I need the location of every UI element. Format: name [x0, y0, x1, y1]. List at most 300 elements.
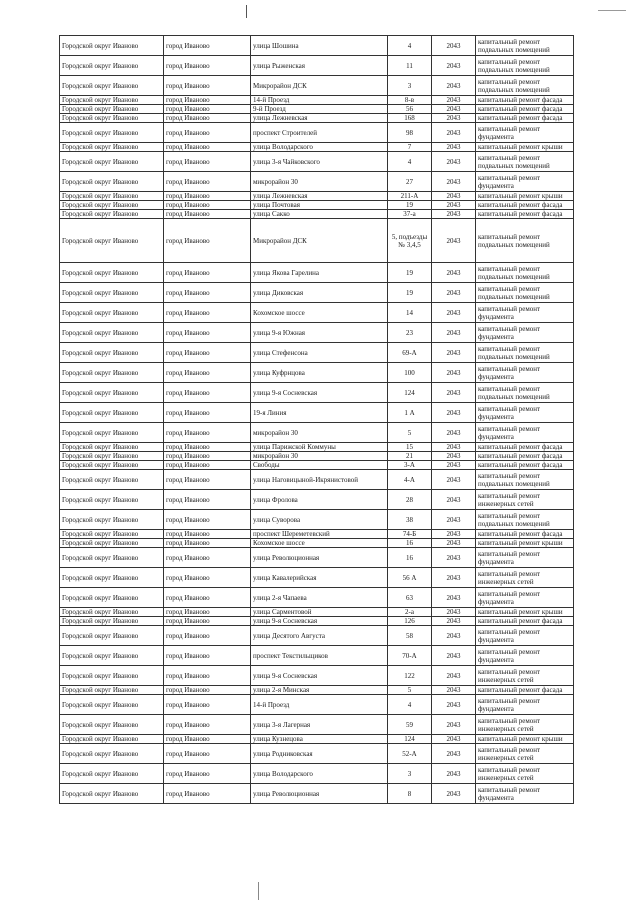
city-cell: город Иваново: [164, 548, 251, 568]
house-number-cell: 7: [388, 143, 432, 152]
year-cell: 2043: [432, 461, 476, 470]
municipality-cell: Городской округ Иваново: [60, 152, 164, 172]
work-type-cell: капитальный ремонт подвальных помещений: [476, 56, 574, 76]
municipality-cell: Городской округ Иваново: [60, 510, 164, 530]
table-row: [60, 510, 574, 530]
city-cell: город Иваново: [164, 608, 251, 617]
house-number-cell: 4: [388, 152, 432, 172]
city-cell: город Иваново: [164, 210, 251, 219]
year-cell: 2043: [432, 210, 476, 219]
table-row: [60, 461, 574, 470]
street-cell: улица Родниковская: [251, 744, 388, 764]
municipality-cell: Городской округ Иваново: [60, 383, 164, 403]
municipality-cell: Городской округ Иваново: [60, 192, 164, 201]
city-cell: город Иваново: [164, 646, 251, 666]
work-type-cell: капитальный ремонт фундамента: [476, 588, 574, 608]
city-cell: город Иваново: [164, 56, 251, 76]
municipality-cell: Городской округ Иваново: [60, 96, 164, 105]
city-cell: город Иваново: [164, 263, 251, 283]
work-type-cell: капитальный ремонт крыши: [476, 192, 574, 201]
street-cell: улица Парижской Коммуны: [251, 443, 388, 452]
municipality-cell: Городской округ Иваново: [60, 403, 164, 423]
year-cell: 2043: [432, 201, 476, 210]
house-number-cell: 56 А: [388, 568, 432, 588]
municipality-cell: Городской округ Иваново: [60, 568, 164, 588]
year-cell: 2043: [432, 568, 476, 588]
city-cell: город Иваново: [164, 283, 251, 303]
year-cell: 2043: [432, 588, 476, 608]
house-number-cell: 124: [388, 735, 432, 744]
work-type-cell: капитальный ремонт инженерных сетей: [476, 744, 574, 764]
table-row: [60, 784, 574, 804]
work-type-cell: капитальный ремонт фундамента: [476, 423, 574, 443]
work-type-cell: капитальный ремонт фундамента: [476, 548, 574, 568]
table-row: [60, 666, 574, 686]
year-cell: 2043: [432, 744, 476, 764]
table-row: [60, 96, 574, 105]
work-type-cell: капитальный ремонт подвальных помещений: [476, 470, 574, 490]
house-number-cell: 5: [388, 686, 432, 695]
municipality-cell: Городской округ Иваново: [60, 646, 164, 666]
table-row: [60, 744, 574, 764]
municipality-cell: Городской округ Иваново: [60, 715, 164, 735]
street-cell: микрорайон 30: [251, 452, 388, 461]
work-type-cell: капитальный ремонт фундамента: [476, 403, 574, 423]
house-number-cell: 8-в: [388, 96, 432, 105]
street-cell: улица Стефенсона: [251, 343, 388, 363]
year-cell: 2043: [432, 539, 476, 548]
street-cell: улица 2-я Чапаева: [251, 588, 388, 608]
table-row: [60, 123, 574, 143]
street-cell: Микрорайон ДСК: [251, 76, 388, 96]
year-cell: 2043: [432, 105, 476, 114]
house-number-cell: 38: [388, 510, 432, 530]
house-number-cell: 98: [388, 123, 432, 143]
table-row: [60, 403, 574, 423]
city-cell: город Иваново: [164, 510, 251, 530]
city-cell: город Иваново: [164, 470, 251, 490]
year-cell: 2043: [432, 219, 476, 263]
municipality-cell: Городской округ Иваново: [60, 617, 164, 626]
work-type-cell: капитальный ремонт фасада: [476, 201, 574, 210]
city-cell: город Иваново: [164, 343, 251, 363]
work-type-cell: капитальный ремонт фундамента: [476, 303, 574, 323]
table-row: [60, 219, 574, 263]
work-type-cell: капитальный ремонт подвальных помещений: [476, 283, 574, 303]
table-row: [60, 283, 574, 303]
year-cell: 2043: [432, 423, 476, 443]
house-number-cell: 15: [388, 443, 432, 452]
year-cell: 2043: [432, 363, 476, 383]
house-number-cell: 16: [388, 539, 432, 548]
city-cell: город Иваново: [164, 568, 251, 588]
municipality-cell: Городской округ Иваново: [60, 423, 164, 443]
year-cell: 2043: [432, 383, 476, 403]
work-type-cell: капитальный ремонт фундамента: [476, 626, 574, 646]
work-type-cell: капитальный ремонт крыши: [476, 735, 574, 744]
work-type-cell: капитальный ремонт крыши: [476, 539, 574, 548]
work-type-cell: капитальный ремонт крыши: [476, 608, 574, 617]
city-cell: город Иваново: [164, 490, 251, 510]
table-row: [60, 303, 574, 323]
scan-artifact-corner: [598, 10, 626, 11]
city-cell: город Иваново: [164, 695, 251, 715]
city-cell: город Иваново: [164, 735, 251, 744]
work-type-cell: капитальный ремонт фундамента: [476, 784, 574, 804]
work-type-cell: капитальный ремонт подвальных помещений: [476, 152, 574, 172]
work-type-cell: капитальный ремонт инженерных сетей: [476, 490, 574, 510]
street-cell: 14-й Проезд: [251, 96, 388, 105]
street-cell: улица Кавалерийская: [251, 568, 388, 588]
table-row: [60, 201, 574, 210]
table-row: [60, 383, 574, 403]
house-number-cell: 74-Б: [388, 530, 432, 539]
city-cell: город Иваново: [164, 192, 251, 201]
work-type-cell: капитальный ремонт подвальных помещений: [476, 263, 574, 283]
year-cell: 2043: [432, 715, 476, 735]
table-body: [60, 36, 574, 804]
street-cell: улица Суворова: [251, 510, 388, 530]
city-cell: город Иваново: [164, 219, 251, 263]
municipality-cell: Городской округ Иваново: [60, 470, 164, 490]
table-row: [60, 548, 574, 568]
house-number-cell: 21: [388, 452, 432, 461]
municipality-cell: Городской округ Иваново: [60, 461, 164, 470]
street-cell: улица Якова Гарелина: [251, 263, 388, 283]
work-type-cell: капитальный ремонт инженерных сетей: [476, 764, 574, 784]
house-number-cell: 59: [388, 715, 432, 735]
municipality-cell: Городской округ Иваново: [60, 666, 164, 686]
municipality-cell: Городской округ Иваново: [60, 784, 164, 804]
municipality-cell: Городской округ Иваново: [60, 530, 164, 539]
city-cell: город Иваново: [164, 686, 251, 695]
street-cell: улица Рыженская: [251, 56, 388, 76]
table-row: [60, 608, 574, 617]
table-row: [60, 764, 574, 784]
municipality-cell: Городской округ Иваново: [60, 490, 164, 510]
table-row: [60, 695, 574, 715]
work-type-cell: капитальный ремонт подвальных помещений: [476, 36, 574, 56]
house-number-cell: 124: [388, 383, 432, 403]
city-cell: город Иваново: [164, 123, 251, 143]
table-row: [60, 76, 574, 96]
year-cell: 2043: [432, 152, 476, 172]
street-cell: улица Почтовая: [251, 201, 388, 210]
table-row: [60, 363, 574, 383]
street-cell: Микрорайон ДСК: [251, 219, 388, 263]
house-number-cell: 19: [388, 283, 432, 303]
year-cell: 2043: [432, 784, 476, 804]
work-type-cell: капитальный ремонт крыши: [476, 143, 574, 152]
work-type-cell: капитальный ремонт инженерных сетей: [476, 666, 574, 686]
year-cell: 2043: [432, 490, 476, 510]
street-cell: улица Революционная: [251, 548, 388, 568]
street-cell: 9-й Проезд: [251, 105, 388, 114]
house-number-cell: 58: [388, 626, 432, 646]
work-type-cell: капитальный ремонт подвальных помещений: [476, 510, 574, 530]
city-cell: город Иваново: [164, 666, 251, 686]
street-cell: 14-й Проезд: [251, 695, 388, 715]
year-cell: 2043: [432, 143, 476, 152]
street-cell: улица 9-я Сосневская: [251, 666, 388, 686]
street-cell: улица Наговицыной-Икрянистовой: [251, 470, 388, 490]
year-cell: 2043: [432, 114, 476, 123]
municipality-cell: Городской округ Иваново: [60, 764, 164, 784]
house-number-cell: 2-а: [388, 608, 432, 617]
work-type-cell: капитальный ремонт фасада: [476, 443, 574, 452]
year-cell: 2043: [432, 452, 476, 461]
city-cell: город Иваново: [164, 323, 251, 343]
work-type-cell: капитальный ремонт инженерных сетей: [476, 568, 574, 588]
year-cell: 2043: [432, 695, 476, 715]
street-cell: проспект Текстильщиков: [251, 646, 388, 666]
table-row: [60, 646, 574, 666]
house-number-cell: 70-А: [388, 646, 432, 666]
municipality-cell: Городской округ Иваново: [60, 343, 164, 363]
house-number-cell: 4: [388, 36, 432, 56]
year-cell: 2043: [432, 36, 476, 56]
municipality-cell: Городской округ Иваново: [60, 735, 164, 744]
table-row: [60, 36, 574, 56]
work-type-cell: капитальный ремонт фасада: [476, 461, 574, 470]
work-type-cell: капитальный ремонт фундамента: [476, 646, 574, 666]
city-cell: город Иваново: [164, 383, 251, 403]
city-cell: город Иваново: [164, 588, 251, 608]
house-number-cell: 37-а: [388, 210, 432, 219]
work-type-cell: капитальный ремонт фасада: [476, 105, 574, 114]
work-type-cell: капитальный ремонт подвальных помещений: [476, 76, 574, 96]
street-cell: улица Володарского: [251, 764, 388, 784]
work-type-cell: капитальный ремонт фасада: [476, 686, 574, 695]
table-row: [60, 56, 574, 76]
table-row: [60, 539, 574, 548]
city-cell: город Иваново: [164, 114, 251, 123]
municipality-cell: Городской округ Иваново: [60, 626, 164, 646]
table-row: [60, 490, 574, 510]
table-row: [60, 686, 574, 695]
city-cell: город Иваново: [164, 617, 251, 626]
municipality-cell: Городской округ Иваново: [60, 105, 164, 114]
city-cell: город Иваново: [164, 744, 251, 764]
work-type-cell: капитальный ремонт фасада: [476, 617, 574, 626]
scan-artifact-bottom: [258, 882, 259, 900]
city-cell: город Иваново: [164, 143, 251, 152]
street-cell: Кохомское шоссе: [251, 303, 388, 323]
work-type-cell: капитальный ремонт подвальных помещений: [476, 383, 574, 403]
street-cell: улица 9-я Южная: [251, 323, 388, 343]
table-row: [60, 172, 574, 192]
house-number-cell: 126: [388, 617, 432, 626]
city-cell: город Иваново: [164, 764, 251, 784]
city-cell: город Иваново: [164, 626, 251, 646]
municipality-cell: Городской округ Иваново: [60, 548, 164, 568]
municipality-cell: Городской округ Иваново: [60, 539, 164, 548]
house-number-cell: 19: [388, 263, 432, 283]
municipality-cell: Городской округ Иваново: [60, 210, 164, 219]
city-cell: город Иваново: [164, 303, 251, 323]
municipality-cell: Городской округ Иваново: [60, 363, 164, 383]
street-cell: улица 2-я Минская: [251, 686, 388, 695]
table-row: [60, 470, 574, 490]
city-cell: город Иваново: [164, 784, 251, 804]
table-row: [60, 263, 574, 283]
table-row: [60, 143, 574, 152]
year-cell: 2043: [432, 403, 476, 423]
house-number-cell: 8: [388, 784, 432, 804]
street-cell: проспект Шереметевский: [251, 530, 388, 539]
street-cell: улица 3-я Лагерная: [251, 715, 388, 735]
table-row: [60, 323, 574, 343]
street-cell: улица Фролова: [251, 490, 388, 510]
year-cell: 2043: [432, 646, 476, 666]
year-cell: 2043: [432, 686, 476, 695]
house-number-cell: 56: [388, 105, 432, 114]
street-cell: улица Шошина: [251, 36, 388, 56]
year-cell: 2043: [432, 510, 476, 530]
year-cell: 2043: [432, 192, 476, 201]
municipality-cell: Городской округ Иваново: [60, 172, 164, 192]
table-row: [60, 715, 574, 735]
municipality-cell: Городской округ Иваново: [60, 695, 164, 715]
work-type-cell: капитальный ремонт фасада: [476, 114, 574, 123]
street-cell: улица Диковская: [251, 283, 388, 303]
year-cell: 2043: [432, 617, 476, 626]
city-cell: город Иваново: [164, 539, 251, 548]
house-number-cell: 3-А: [388, 461, 432, 470]
year-cell: 2043: [432, 123, 476, 143]
street-cell: улица 9-я Сосневская: [251, 383, 388, 403]
work-type-cell: капитальный ремонт фасада: [476, 96, 574, 105]
year-cell: 2043: [432, 626, 476, 646]
city-cell: город Иваново: [164, 452, 251, 461]
year-cell: 2043: [432, 608, 476, 617]
year-cell: 2043: [432, 283, 476, 303]
year-cell: 2043: [432, 76, 476, 96]
municipality-cell: Городской округ Иваново: [60, 686, 164, 695]
street-cell: улица Лежневская: [251, 192, 388, 201]
city-cell: город Иваново: [164, 105, 251, 114]
city-cell: город Иваново: [164, 36, 251, 56]
scan-artifact-top: [246, 5, 247, 18]
house-number-cell: 1 А: [388, 403, 432, 423]
house-number-cell: 28: [388, 490, 432, 510]
house-number-cell: 100: [388, 363, 432, 383]
city-cell: город Иваново: [164, 172, 251, 192]
table-row: [60, 568, 574, 588]
house-number-cell: 168: [388, 114, 432, 123]
house-number-cell: 5, подъезды № 3,4,5: [388, 219, 432, 263]
street-cell: улица Революционная: [251, 784, 388, 804]
street-cell: улица Куфрнцова: [251, 363, 388, 383]
work-type-cell: капитальный ремонт подвальных помещений: [476, 343, 574, 363]
house-number-cell: 11: [388, 56, 432, 76]
year-cell: 2043: [432, 172, 476, 192]
street-cell: Кохомское шоссе: [251, 539, 388, 548]
table-row: [60, 152, 574, 172]
street-cell: улица Кузнецова: [251, 735, 388, 744]
municipality-cell: Городской округ Иваново: [60, 201, 164, 210]
house-number-cell: 211-А: [388, 192, 432, 201]
table-row: [60, 343, 574, 363]
work-type-cell: капитальный ремонт фундамента: [476, 323, 574, 343]
table-row: [60, 588, 574, 608]
street-cell: микрорайон 30: [251, 172, 388, 192]
table-row: [60, 192, 574, 201]
street-cell: улица Сарментовой: [251, 608, 388, 617]
year-cell: 2043: [432, 263, 476, 283]
table-row: [60, 105, 574, 114]
work-type-cell: капитальный ремонт фасада: [476, 530, 574, 539]
year-cell: 2043: [432, 470, 476, 490]
municipality-cell: Городской округ Иваново: [60, 608, 164, 617]
municipality-cell: Городской округ Иваново: [60, 588, 164, 608]
house-number-cell: 63: [388, 588, 432, 608]
house-number-cell: 122: [388, 666, 432, 686]
year-cell: 2043: [432, 303, 476, 323]
table-row: [60, 617, 574, 626]
municipality-cell: Городской округ Иваново: [60, 123, 164, 143]
city-cell: город Иваново: [164, 201, 251, 210]
municipality-cell: Городской округ Иваново: [60, 744, 164, 764]
municipality-cell: Городской округ Иваново: [60, 56, 164, 76]
year-cell: 2043: [432, 323, 476, 343]
municipality-cell: Городской округ Иваново: [60, 283, 164, 303]
work-type-cell: капитальный ремонт фасада: [476, 452, 574, 461]
street-cell: проспект Строителей: [251, 123, 388, 143]
house-number-cell: 69-А: [388, 343, 432, 363]
repair-schedule-table: [59, 35, 574, 804]
street-cell: улица Лежневская: [251, 114, 388, 123]
municipality-cell: Городской округ Иваново: [60, 263, 164, 283]
city-cell: город Иваново: [164, 403, 251, 423]
city-cell: город Иваново: [164, 461, 251, 470]
municipality-cell: Городской округ Иваново: [60, 114, 164, 123]
municipality-cell: Городской округ Иваново: [60, 452, 164, 461]
city-cell: город Иваново: [164, 715, 251, 735]
table-row: [60, 452, 574, 461]
work-type-cell: капитальный ремонт фундамента: [476, 123, 574, 143]
city-cell: город Иваново: [164, 423, 251, 443]
city-cell: город Иваново: [164, 76, 251, 96]
city-cell: город Иваново: [164, 530, 251, 539]
table-row: [60, 530, 574, 539]
municipality-cell: Городской округ Иваново: [60, 303, 164, 323]
work-type-cell: капитальный ремонт фасада: [476, 210, 574, 219]
street-cell: улица 9-я Сосневская: [251, 617, 388, 626]
house-number-cell: 3: [388, 764, 432, 784]
city-cell: город Иваново: [164, 96, 251, 105]
house-number-cell: 3: [388, 76, 432, 96]
year-cell: 2043: [432, 530, 476, 539]
house-number-cell: 52-А: [388, 744, 432, 764]
table-row: [60, 423, 574, 443]
street-cell: улица Сакко: [251, 210, 388, 219]
house-number-cell: 14: [388, 303, 432, 323]
table-row: [60, 210, 574, 219]
table-row: [60, 114, 574, 123]
municipality-cell: Городской округ Иваново: [60, 143, 164, 152]
house-number-cell: 4-А: [388, 470, 432, 490]
year-cell: 2043: [432, 735, 476, 744]
work-type-cell: капитальный ремонт подвальных помещений: [476, 219, 574, 263]
house-number-cell: 4: [388, 695, 432, 715]
city-cell: город Иваново: [164, 152, 251, 172]
street-cell: микрорайон 30: [251, 423, 388, 443]
year-cell: 2043: [432, 96, 476, 105]
street-cell: Свободы: [251, 461, 388, 470]
house-number-cell: 19: [388, 201, 432, 210]
street-cell: 19-я Линия: [251, 403, 388, 423]
